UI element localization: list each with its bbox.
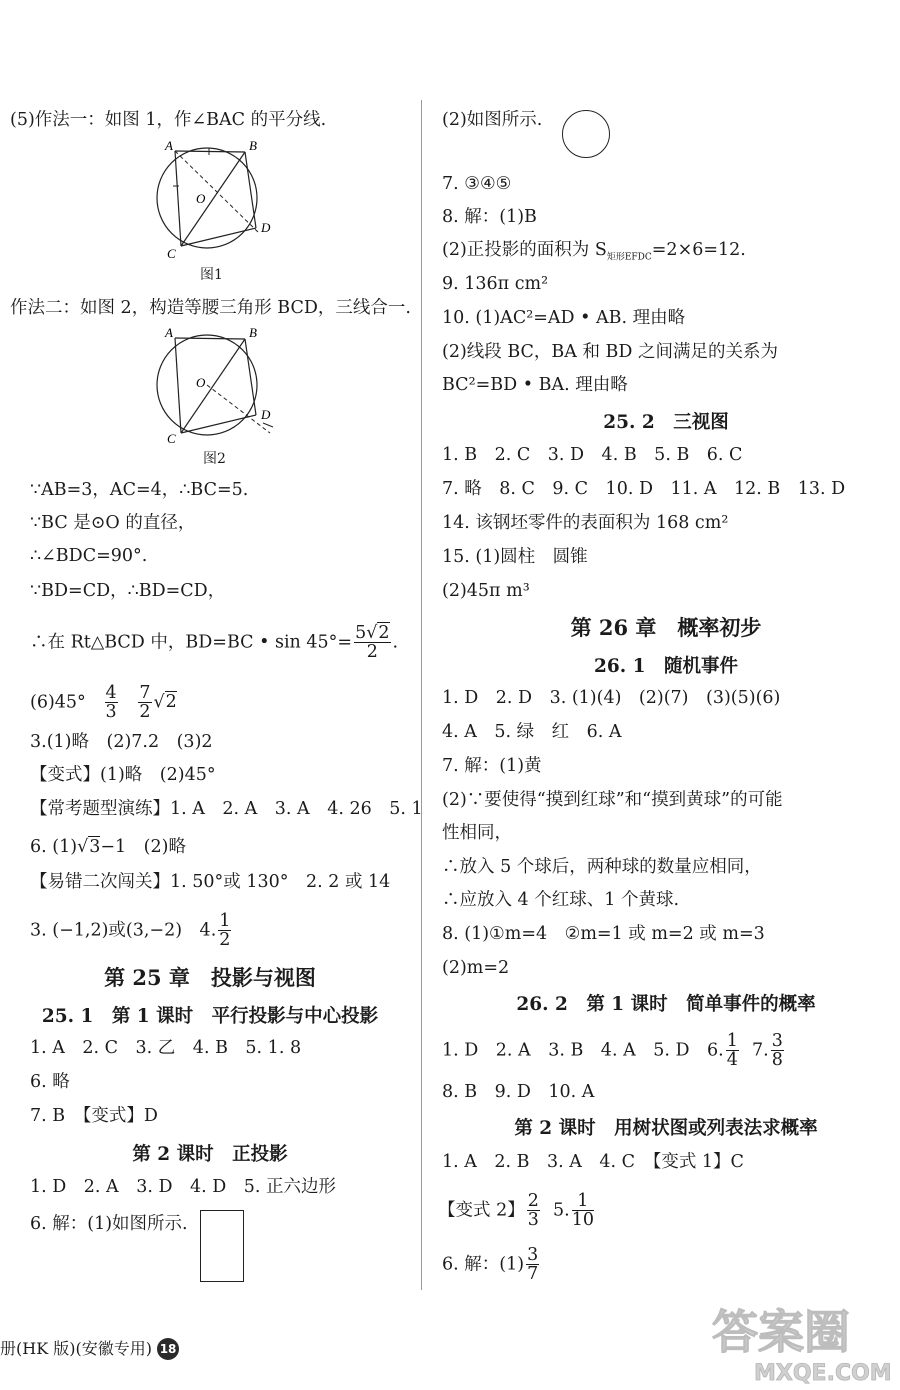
left-line-8-frac-1: $\frac{4}{3}$ [105, 683, 117, 723]
right-line-4-a: (2)正投影的面积为 S [442, 240, 607, 260]
left-line-5: ∴∠BDC=90°. [30, 546, 148, 566]
fig1-label-a: A [165, 138, 173, 153]
right-line-10: 7. 略 8. C 9. C 10. D 11. A 12. B 13. D [442, 479, 846, 499]
right-line-9: 1. B 2. C 3. D 4. B 5. B 6. C [442, 445, 743, 465]
left-line-12: 6. (1)√3−1 (2)略 [30, 837, 186, 857]
svg-text:答案圈: 答案圈 [712, 1305, 850, 1359]
section-25-1-heading: 25. 1 第 1 课时 平行投影与中心投影 [41, 1006, 379, 1027]
lesson-2-probability-heading: 第 2 课时 用树状图或列表法求概率 [514, 1118, 818, 1139]
left-line-7-end: . [392, 632, 399, 653]
fig1-label-b: B [249, 138, 257, 153]
left-line-3: ∵AB=3，AC=4，∴BC=5. [30, 480, 249, 500]
left-line-7-text: ∴在 Rt△BCD 中，BD=BC • sin 45°= [30, 632, 353, 653]
chapter-26-heading: 第 26 章 概率初步 [570, 615, 762, 640]
right-line-4 [442, 238, 746, 270]
frac-num-coef: 5 [355, 623, 367, 643]
right-line-27-frac: $\frac{3}{7}$ [527, 1245, 539, 1285]
left-line-14-a: 3. (−1,2)或(3,−2) 4. [30, 920, 217, 941]
figure-1 [145, 138, 285, 260]
right-line-14: 1. D 2. D 3. (1)(4) (2)(7) (3)(5)(6) [442, 688, 781, 708]
left-line-8-angle: (6)45° [30, 692, 86, 713]
left-line-11: 【常考题型演练】1. A 2. A 3. A 4. 26 5. 1 [30, 799, 423, 819]
lesson-2-heading: 第 2 课时 正投影 [132, 1144, 288, 1165]
right-line-11: 14. 该钢坯零件的表面积为 168 cm² [442, 513, 729, 533]
left-line-12-a: 6. (1) [30, 837, 78, 857]
left-line-8: (6)45° $\frac{4}{3}$ $\frac{7}{2}$ √2 [30, 683, 177, 723]
right-line-17: (2)∵要使得“摸到红球”和“摸到黄球”的可能 [442, 790, 783, 810]
page-footer [0, 1336, 179, 1361]
right-line-26-frac-2: $\frac{1}{10}$ [571, 1191, 594, 1231]
fig1-label-o: O [196, 191, 206, 206]
section-25-2-heading: 25. 2 三视图 [603, 412, 729, 433]
right-line-21: 8. (1)①m=4 ②m=1 或 m=2 或 m=3 [442, 924, 765, 944]
right-line-23-a: 1. D 2. A 3. B 4. A 5. D 6. [442, 1040, 724, 1061]
column-divider [421, 100, 422, 1290]
right-line-25: 1. A 2. B 3. A 4. C 【变式 1】C [442, 1152, 744, 1172]
frac-num-radicand: 2 [378, 623, 390, 643]
section-26-2-heading: 26. 2 第 1 课时 简单事件的概率 [516, 994, 816, 1015]
right-line-1: (2)如图所示. [442, 110, 543, 130]
right-line-7: (2)线段 BC，BA 和 BD 之间满足的关系为 [442, 342, 779, 362]
right-line-16: 7. 解：(1)黄 [442, 756, 542, 776]
frac-den: 2 [366, 642, 378, 663]
right-line-26-a: 【变式 2】 [438, 1200, 525, 1221]
left-line-17: 7. B 【变式】D [30, 1106, 158, 1126]
right-line-23-frac-1: $\frac{1}{4}$ [726, 1031, 738, 1071]
left-line-8-frac-2: $\frac{7}{2}$ [139, 683, 151, 723]
right-line-23-mid: 7. [751, 1040, 769, 1061]
left-line-7 [30, 624, 398, 662]
right-line-22: (2)m=2 [442, 958, 510, 978]
figure-1-caption: 图1 [200, 267, 223, 283]
svg-text:MXQE.COM: MXQE.COM [754, 1361, 892, 1386]
chapter-25-heading: 第 25 章 投影与视图 [104, 965, 316, 990]
right-line-23-frac-2: $\frac{3}{8}$ [771, 1031, 783, 1071]
footer-book-info: 册(HK 版)(安徽专用) [0, 1338, 152, 1358]
fig2-label-c: C [167, 431, 176, 446]
left-line-19: 6. 解：(1)如图所示. [30, 1214, 188, 1234]
left-line-8-radicand: 2 [165, 692, 177, 713]
right-line-26 [438, 1192, 596, 1230]
left-line-6: ∵BD=CD，∴BD=CD， [30, 581, 226, 601]
right-line-20: ∴应放入 4 个红球、1 个黄球. [442, 890, 680, 910]
right-line-26-frac-1: $\frac{2}{3}$ [527, 1191, 539, 1231]
right-line-12: 15. (1)圆柱 圆锥 [442, 547, 588, 567]
left-line-4: ∵BC 是⊙O 的直径， [30, 513, 196, 533]
left-line-15: 1. A 2. C 3. 乙 4. B 5. 1. 8 [30, 1038, 302, 1058]
right-line-3: 8. 解：(1)B [442, 207, 537, 227]
right-line-26-mid: 5. [552, 1200, 570, 1221]
left-line-12-radicand: 3 [89, 837, 101, 857]
left-line-18: 1. D 2. A 3. D 4. D 5. 正六边形 [30, 1177, 337, 1197]
right-line-27 [442, 1246, 541, 1284]
left-line-14 [30, 912, 233, 950]
right-line-15: 4. A 5. 绿 红 6. A [442, 722, 622, 742]
figure-2 [145, 325, 285, 447]
circle-projection-figure [562, 110, 610, 158]
left-line-12-b: −1 (2)略 [100, 837, 186, 857]
right-line-4-b: =2×6=12. [651, 240, 746, 260]
watermark-logo [692, 1296, 892, 1386]
right-line-8: BC²=BD • BA. 理由略 [442, 375, 628, 395]
rectangle-projection-figure [200, 1210, 244, 1282]
fig2-label-d: D [261, 407, 271, 422]
left-line-16: 6. 略 [30, 1072, 70, 1092]
fig1-label-d: D [261, 220, 271, 235]
right-line-5: 9. 136π cm² [442, 274, 549, 294]
right-line-19: ∴放入 5 个球后，两种球的数量应相同， [442, 857, 762, 877]
left-line-14-frac: $\frac{1}{2}$ [219, 911, 231, 951]
fig2-label-a: A [165, 325, 173, 340]
left-line-7-fraction: $\frac{5√2}{2}$ [355, 623, 390, 663]
right-line-23 [442, 1032, 786, 1070]
right-line-18: 性相同， [442, 823, 512, 843]
left-line-9: 3.(1)略 (2)7.2 (3)2 [30, 732, 213, 752]
page-number-badge: 18 [157, 1338, 179, 1360]
right-line-27-a: 6. 解：(1) [442, 1254, 525, 1275]
figure-2-caption: 图2 [203, 451, 226, 467]
left-line-2: 作法二：如图 2，构造等腰三角形 BCD，三线合一. [10, 298, 411, 318]
right-line-13: (2)45π m³ [442, 581, 530, 601]
left-line-10: 【变式】(1)略 (2)45° [30, 765, 216, 785]
fig2-label-b: B [249, 325, 257, 340]
right-line-4-subscript: 矩形EFDC [606, 252, 652, 263]
fig2-label-o: O [196, 375, 206, 390]
right-line-6: 10. (1)AC²=AD • AB. 理由略 [442, 308, 686, 328]
left-line-1: (5)作法一：如图 1，作∠BAC 的平分线. [10, 110, 327, 130]
right-line-2: 7. ③④⑤ [442, 174, 512, 194]
right-line-24: 8. B 9. D 10. A [442, 1082, 595, 1102]
section-26-1-heading: 26. 1 随机事件 [594, 656, 738, 677]
fig1-label-c: C [167, 246, 176, 260]
left-line-13: 【易错二次闯关】1. 50°或 130° 2. 2 或 14 [30, 872, 391, 892]
